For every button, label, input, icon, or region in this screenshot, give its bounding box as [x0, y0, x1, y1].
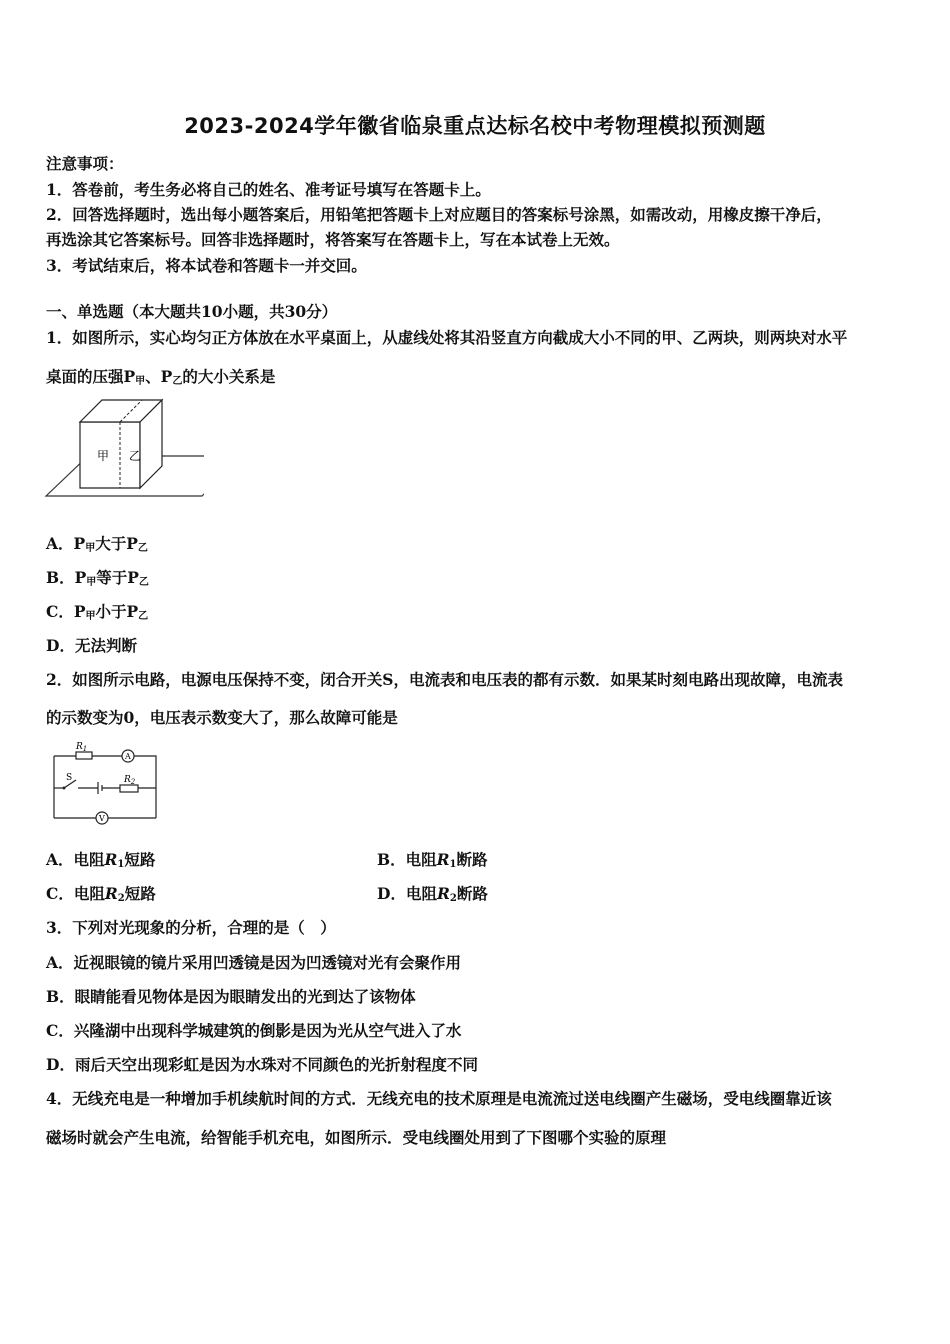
notes-item: 2．回答选择题时，选出每小题答案后，用铅笔把答题卡上对应题目的答案标号涂黑，如需改动，用橡皮擦干净后，: [46, 205, 832, 224]
q1-option-d[interactable]: D．无法判断: [46, 636, 137, 655]
notes-item: 3．考试结束后，将本试卷和答题卡一并交回。: [46, 256, 367, 275]
switch-label: S: [66, 773, 73, 783]
q4-stem-line1: 4．无线充电是一种增加手机续航时间的方式．无线充电的技术原理是电流流过送电线圈产生磁场，受电线圈靠近该: [46, 1089, 832, 1108]
r1-resistor: [76, 752, 92, 759]
q3-option-d[interactable]: D．雨后天空出现彩虹是因为水珠对不同颜色的光折射程度不同: [46, 1055, 478, 1074]
q1-option-a[interactable]: A．$P_甲$大于$P_乙$: [46, 534, 148, 554]
voltmeter-label: V: [99, 814, 105, 823]
label-yi: 乙: [129, 449, 142, 463]
q3-option-a[interactable]: A．近视眼镜的镜片采用凹透镜是因为凹透镜对光有会聚作用: [46, 953, 462, 972]
r1-label: $R_1$: [76, 742, 88, 753]
q4-stem-line2: 磁场时就会产生电流，给智能手机充电，如图所示．受电线圈处用到了下图哪个实验的原理: [46, 1128, 667, 1147]
q1-stem-line1: 1．如图所示，实心均匀正方体放在水平桌面上，从虚线处将其沿竖直方向截成大小不同的甲、乙两块，则两块对水平: [46, 328, 848, 347]
q2-stem-line2: 的示数变为0，电压表示数变大了，那么故障可能是: [46, 708, 398, 727]
notes-heading: 注意事项：: [46, 154, 124, 173]
q2-stem-line1: 2．如图所示电路，电源电压保持不变，闭合开关S，电流表和电压表的都有示数．如果某时刻电路出现故障，电流表: [46, 670, 843, 689]
q1-option-b[interactable]: B．$P_甲$等于$P_乙$: [46, 568, 149, 588]
r2-resistor: [120, 785, 138, 792]
q1-option-c[interactable]: C．$P_甲$小于$P_乙$: [46, 602, 149, 622]
q2-option-c[interactable]: C．电阻$R_2$短路: [46, 884, 156, 904]
notes-item: 1．答卷前，考生务必将自己的姓名、准考证号填写在答题卡上。: [46, 180, 491, 199]
ammeter-label: A: [125, 752, 131, 761]
q3-option-b[interactable]: B．眼睛能看见物体是因为眼睛发出的光到达了该物体: [46, 987, 416, 1006]
label-jia: 甲: [97, 449, 110, 463]
page-title: 2023-2024学年徽省临泉重点达标名校中考物理模拟预测题: [184, 114, 766, 138]
r2-label: $R_2$: [124, 775, 136, 786]
q2-option-a[interactable]: A．电阻$R_1$短路: [46, 850, 156, 870]
notes-item: 再选涂其它答案标号。回答非选择题时，将答案写在答题卡上，写在本试卷上无效。: [46, 230, 620, 249]
q1-cube-figure: [44, 396, 204, 498]
q2-option-d[interactable]: D．电阻$R_2$断路: [377, 884, 488, 904]
q2-circuit-diagram: [46, 740, 166, 832]
section-heading: 一、单选题（本大题共10小题，共30分）: [46, 302, 338, 321]
q3-stem: 3．下列对光现象的分析，合理的是（ ）: [46, 918, 336, 937]
q1-stem-line2: 桌面的压强$P_甲$、$P_乙$的大小关系是: [46, 367, 276, 387]
switch-pivot: [63, 787, 66, 790]
q2-option-b[interactable]: B．电阻$R_1$断路: [377, 850, 488, 870]
q3-option-c[interactable]: C．兴隆湖中出现科学城建筑的倒影是因为光从空气进入了水: [46, 1021, 462, 1040]
